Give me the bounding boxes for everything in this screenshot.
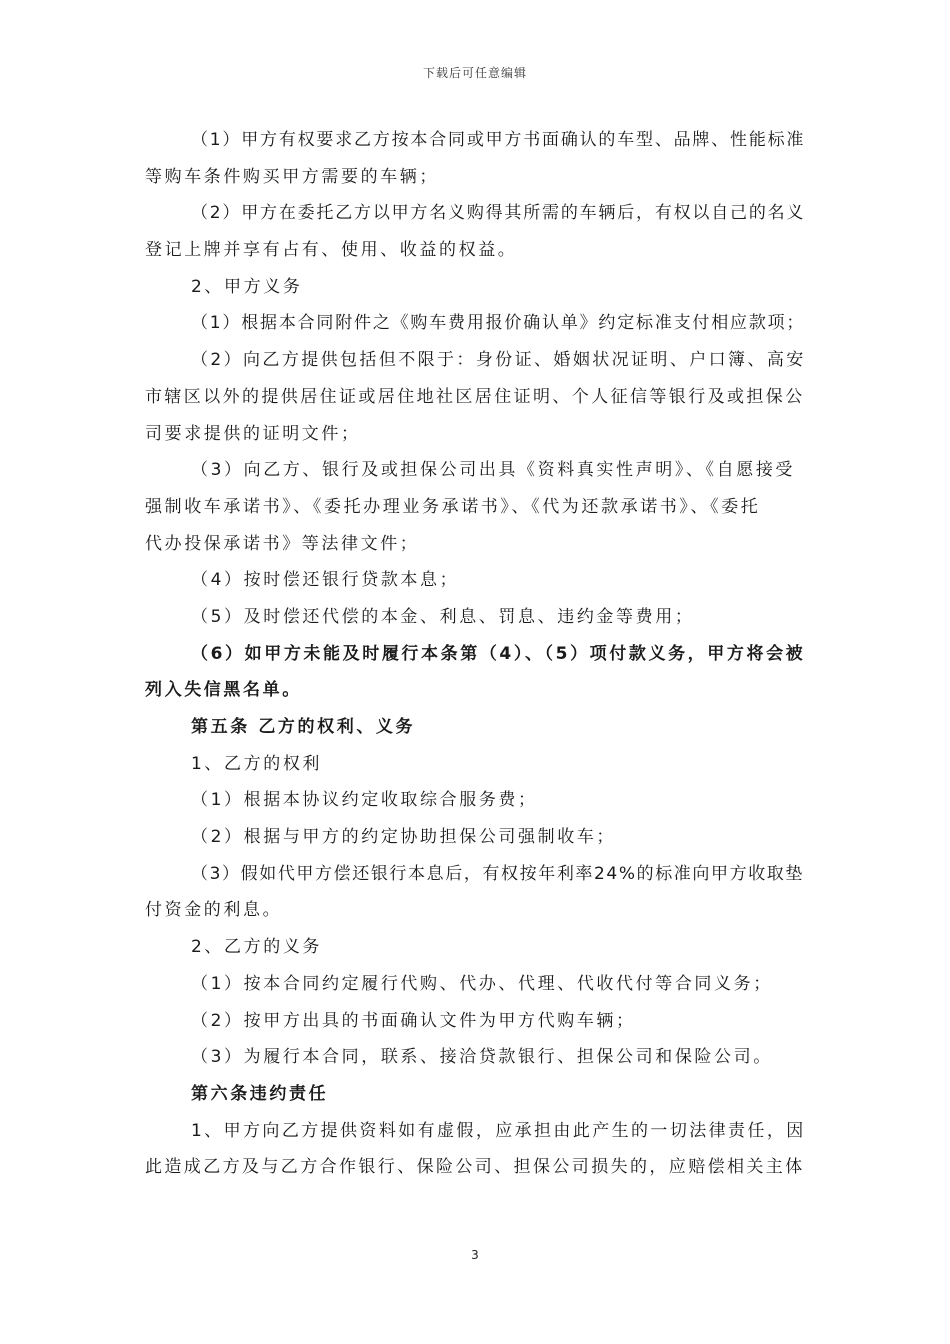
- paragraph-line: （1）甲方有权要求乙方按本合同或甲方书面确认的车型、品牌、性能标准: [191, 130, 806, 150]
- paragraph-line: （2）按甲方出具的书面确认文件为甲方代购车辆；: [191, 1010, 636, 1031]
- paragraph-line: 第六条违约责任: [191, 1083, 329, 1104]
- paragraph-line: （1）根据本协议约定收取综合服务费；: [191, 790, 538, 811]
- paragraph-line: （6）如甲方未能及时履行本条第（4）、（5）项付款义务，甲方将会被: [191, 643, 806, 664]
- paragraph-line: （2）向乙方提供包括但不限于：身份证、婚姻状况证明、户口簿、高安: [191, 350, 806, 371]
- paragraph-line: 第五条 乙方的权利、义务: [191, 717, 416, 737]
- paragraph-line: 列入失信黑名单。: [145, 680, 302, 701]
- paragraph-line: （2）甲方在委托乙方以甲方名义购得其所需的车辆后，有权以自己的名义: [191, 203, 806, 224]
- paragraph-line: （3）假如代甲方偿还银行本息后，有权按年利率24%的标准向甲方收取垫: [191, 863, 804, 884]
- paragraph-line: 1、乙方的权利: [191, 753, 323, 774]
- paragraph-line: 强制收车承诺书》、《委托办理业务承诺书》、《代为还款承诺书》、《委托: [145, 496, 761, 517]
- paragraph-line: 司要求提供的证明文件；: [145, 423, 361, 444]
- paragraph-line: （3）为履行本合同，联系、接洽贷款银行、担保公司和保险公司。: [191, 1047, 773, 1068]
- paragraph-line: （1）按本合同约定履行代购、代办、代理、代收代付等合同义务；: [191, 973, 773, 994]
- paragraph-line: 此造成乙方及与乙方合作银行、保险公司、担保公司损失的，应赔偿相关主体: [145, 1157, 805, 1178]
- paragraph-line: （3）向乙方、银行及或担保公司出具《资料真实性声明》、《自愿接受: [191, 460, 796, 481]
- page-header: 下载后可任意编辑: [422, 66, 527, 80]
- paragraph-line: 等购车条件购买甲方需要的车辆；: [145, 166, 439, 187]
- paragraph-line: （2）根据与甲方的约定协助担保公司强制收车；: [191, 827, 617, 848]
- paragraph-line: 代办投保承诺书》等法律文件；: [145, 533, 420, 554]
- paragraph-line: 1、甲方向乙方提供资料如有虚假，应承担由此产生的一切法律责任，因: [191, 1120, 806, 1141]
- document-body: [145, 122, 810, 1186]
- paragraph-line: 付资金的利息。: [145, 900, 283, 921]
- paragraph-line: 2、甲方义务: [191, 276, 303, 297]
- paragraph-line: （1）根据本合同附件之《购车费用报价确认单》约定标准支付相应款项；: [191, 313, 806, 334]
- paragraph-line: 市辖区以外的提供居住证或居住地社区居住证明、个人征信等银行及或担保公: [145, 386, 805, 407]
- page-number: 3: [471, 1248, 479, 1262]
- paragraph-line: 登记上牌并享有占有、使用、收益的权益。: [145, 240, 518, 261]
- paragraph-line: （5）及时偿还代偿的本金、利息、罚息、违约金等费用；: [191, 606, 695, 627]
- paragraph-line: （4）按时偿还银行贷款本息；: [191, 570, 460, 591]
- paragraph-line: 2、乙方的义务: [191, 937, 323, 958]
